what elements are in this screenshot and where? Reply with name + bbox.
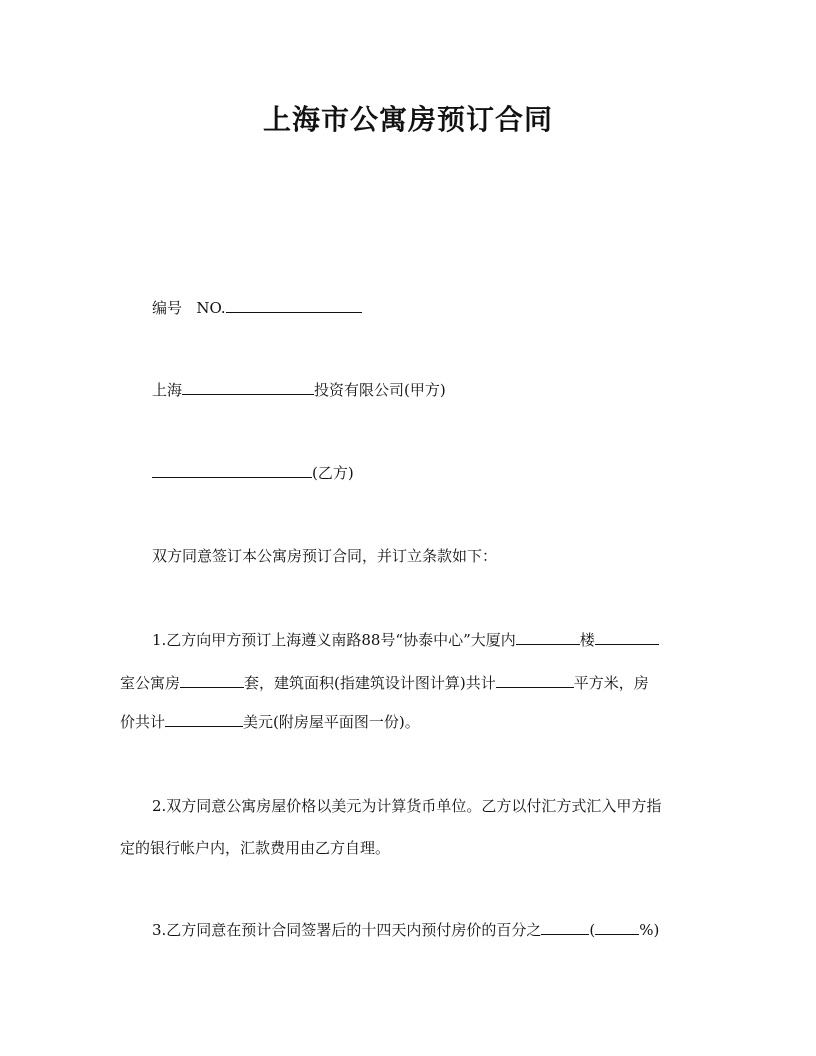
contract-number-line xyxy=(152,298,732,318)
clause1-text-c: 室公寓房 xyxy=(120,674,181,692)
clause1-line2 xyxy=(120,673,700,693)
clause2-line1: 2.双方同意公寓房屋价格以美元为计算货币单位。乙方以付汇方式汇入甲方指 xyxy=(152,797,662,815)
party-b-line xyxy=(152,463,732,483)
clause1-line3 xyxy=(120,712,700,732)
clause1-price-blank[interactable] xyxy=(165,712,243,727)
clause1-text-f: 价共计 xyxy=(120,713,166,731)
clause3-line1 xyxy=(152,920,732,940)
clause2-line2: 定的银行帐户内，汇款费用由乙方自理。 xyxy=(120,839,391,857)
clause1-line1 xyxy=(152,630,700,650)
clause3-percent-number-blank[interactable] xyxy=(595,920,639,935)
clause1-building-blank[interactable] xyxy=(516,630,580,645)
clause1-text-d: 套，建筑面积(指建筑设计图计算)共计 xyxy=(244,674,496,692)
clause1-text-b: 楼 xyxy=(579,631,595,649)
party-a-suffix: 投资有限公司(甲方) xyxy=(314,381,446,399)
document-title: 上海市公寓房预订合同 xyxy=(262,103,553,136)
clause1-area-blank[interactable] xyxy=(496,673,574,688)
contract-number-label: 编号 xyxy=(152,299,183,317)
clause1-text-g: 美元(附房屋平面图一份)。 xyxy=(243,713,420,731)
clause3-text-b: ( xyxy=(589,921,596,939)
party-a-line xyxy=(152,380,732,400)
clause3-percent-words-blank[interactable] xyxy=(541,920,589,935)
clause3-text-c: %) xyxy=(639,921,660,939)
party-b-name-blank[interactable] xyxy=(152,463,312,478)
party-a-prefix: 上海 xyxy=(152,381,183,399)
clause1-text-e: 平方米，房 xyxy=(573,674,649,692)
party-a-name-blank[interactable] xyxy=(182,380,314,395)
contract-number-prefix: NO. xyxy=(196,299,226,317)
clause3-text-a: 3.乙方同意在预计合同签署后的十四天内预付房价的百分之 xyxy=(152,921,542,939)
clause1-count-blank[interactable] xyxy=(180,673,244,688)
contract-number-blank[interactable] xyxy=(226,298,362,313)
intro-text: 双方同意签订本公寓房预订合同，并订立条款如下： xyxy=(152,547,498,565)
party-b-suffix: (乙方) xyxy=(312,464,354,482)
clause1-unit-blank[interactable] xyxy=(595,630,659,645)
clause1-text-a: 1.乙方向甲方预订上海遵义南路88号“协泰中心”大厦内 xyxy=(152,631,516,649)
